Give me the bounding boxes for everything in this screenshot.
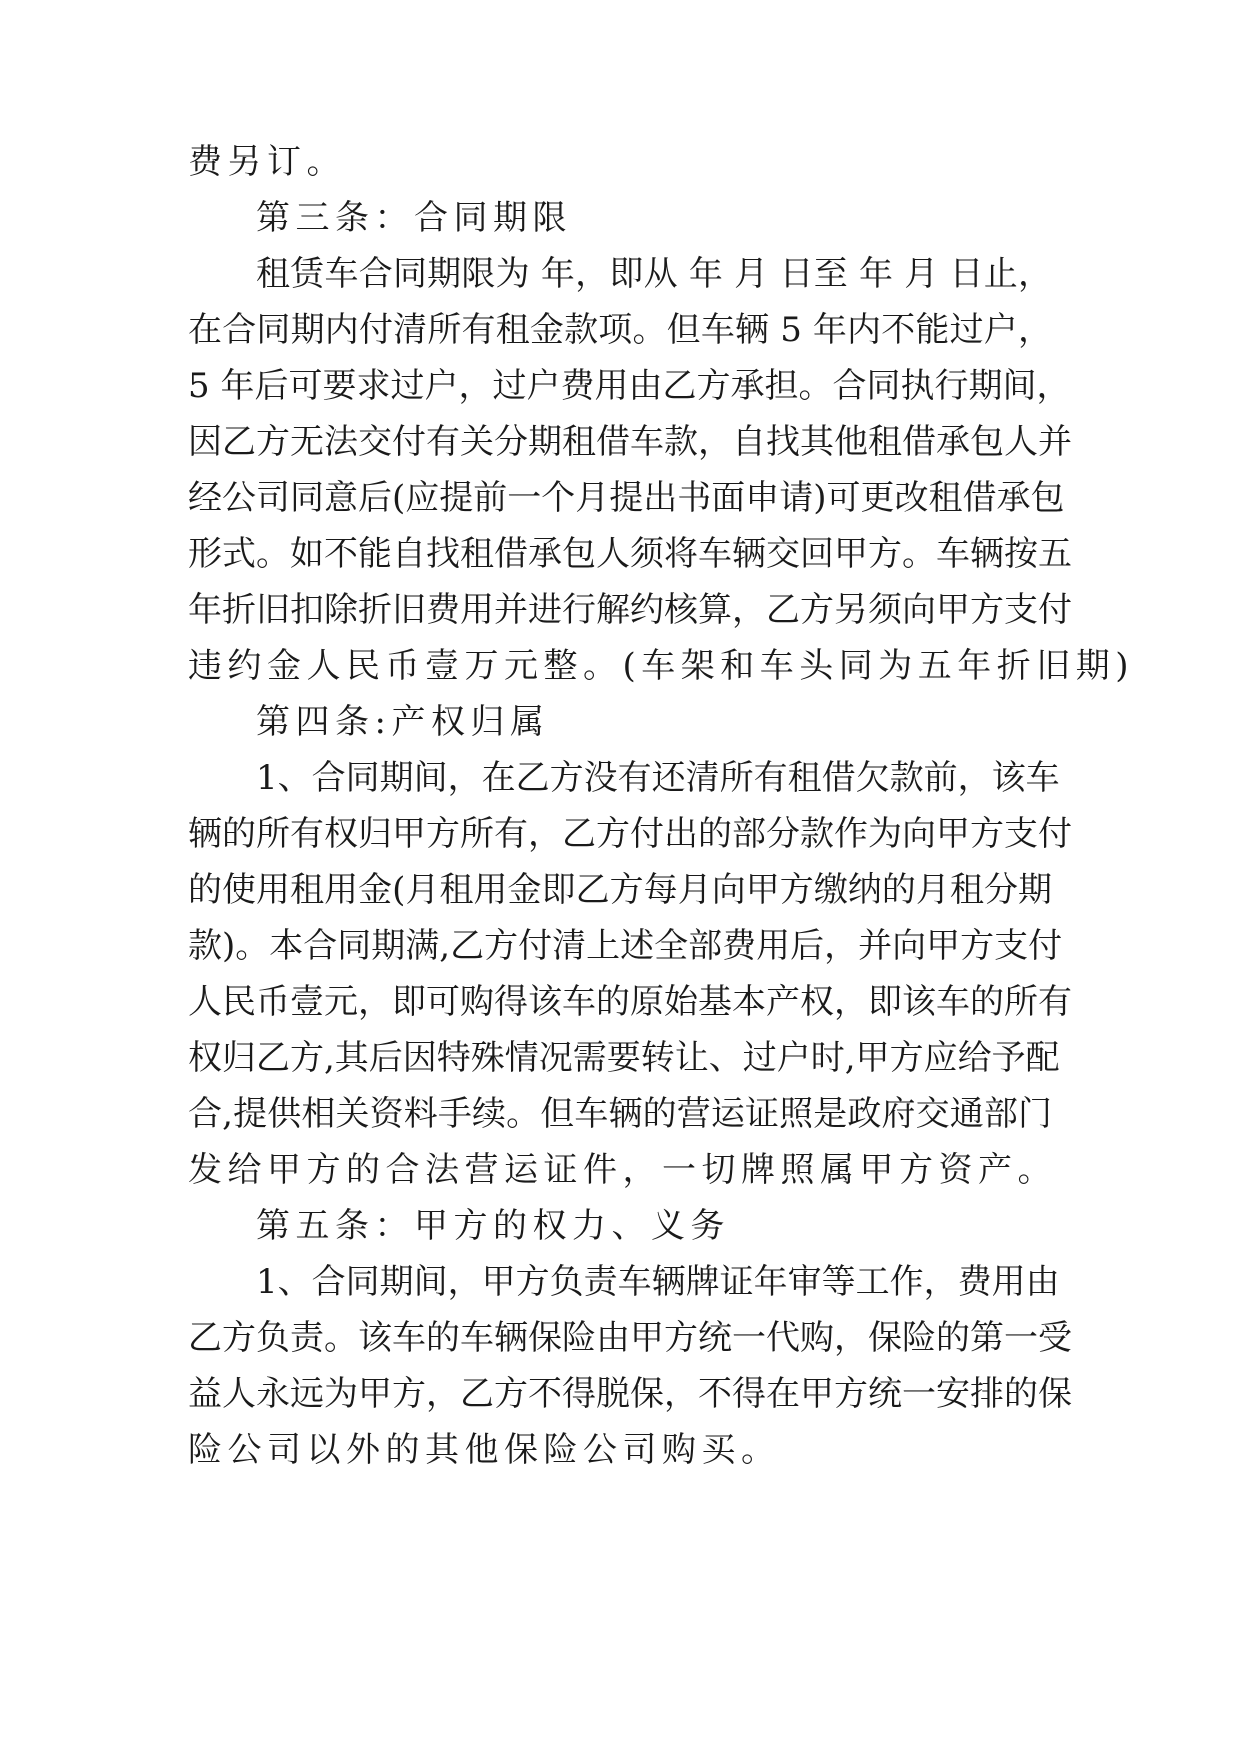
text-line-22: 乙方负责。该车的车辆保险由甲方统一代购，保险的第一受 (188, 1318, 1072, 1358)
text-line-10: 违约金人民币壹万元整。(车架和车头同为五年折旧期) (188, 646, 1135, 686)
text-line-1: 费另订。 (188, 142, 346, 182)
text-line-8: 形式。如不能自找租借承包人须将车辆交回甲方。车辆按五 (188, 534, 1072, 574)
text-line-13: 辆的所有权归甲方所有，乙方付出的部分款作为向甲方支付 (188, 814, 1072, 854)
text-line-12: 1、合同期间，在乙方没有还清所有租借欠款前，该车 (256, 758, 1060, 798)
text-line-4: 在合同期内付清所有租金款项。但车辆 5 年内不能过户， (188, 310, 1052, 350)
text-line-7: 经公司同意后(应提前一个月提出书面申请)可更改租借承包 (188, 478, 1065, 518)
text-line-3: 租赁车合同期限为 年，即从 年 月 日至 年 月 日止， (256, 254, 1052, 294)
text-line-16: 人民币壹元，即可购得该车的原始基本产权，即该车的所有 (188, 982, 1072, 1022)
section-heading-4: 第四条:产权归属 (256, 702, 550, 742)
section-heading-3: 第三条：合同期限 (256, 198, 572, 238)
text-line-17: 权归乙方,其后因特殊情况需要转让、过户时,甲方应给予配 (188, 1038, 1060, 1078)
text-line-18: 合,提供相关资料手续。但车辆的营运证照是政府交通部门 (188, 1094, 1052, 1134)
text-line-14: 的使用租用金(月租用金即乙方每月向甲方缴纳的月租分期 (188, 870, 1052, 910)
text-line-23: 益人永远为甲方，乙方不得脱保，不得在甲方统一安排的保 (188, 1374, 1072, 1414)
text-line-24: 险公司以外的其他保险公司购买。 (188, 1430, 781, 1470)
text-line-21: 1、合同期间，甲方负责车辆牌证年审等工作，费用由 (256, 1262, 1060, 1302)
text-line-15: 款)。本合同期满,乙方付清上述全部费用后，并向甲方支付 (188, 926, 1063, 966)
text-line-5: 5 年后可要求过户，过户费用由乙方承担。合同执行期间， (188, 366, 1071, 406)
text-line-9: 年折旧扣除折旧费用并进行解约核算，乙方另须向甲方支付 (188, 590, 1072, 630)
text-line-19: 发给甲方的合法营运证件，一切牌照属甲方资产。 (188, 1150, 1057, 1190)
text-line-6: 因乙方无法交付有关分期租借车款，自找其他租借承包人并 (188, 422, 1072, 462)
section-heading-5: 第五条：甲方的权力、义务 (256, 1206, 730, 1246)
